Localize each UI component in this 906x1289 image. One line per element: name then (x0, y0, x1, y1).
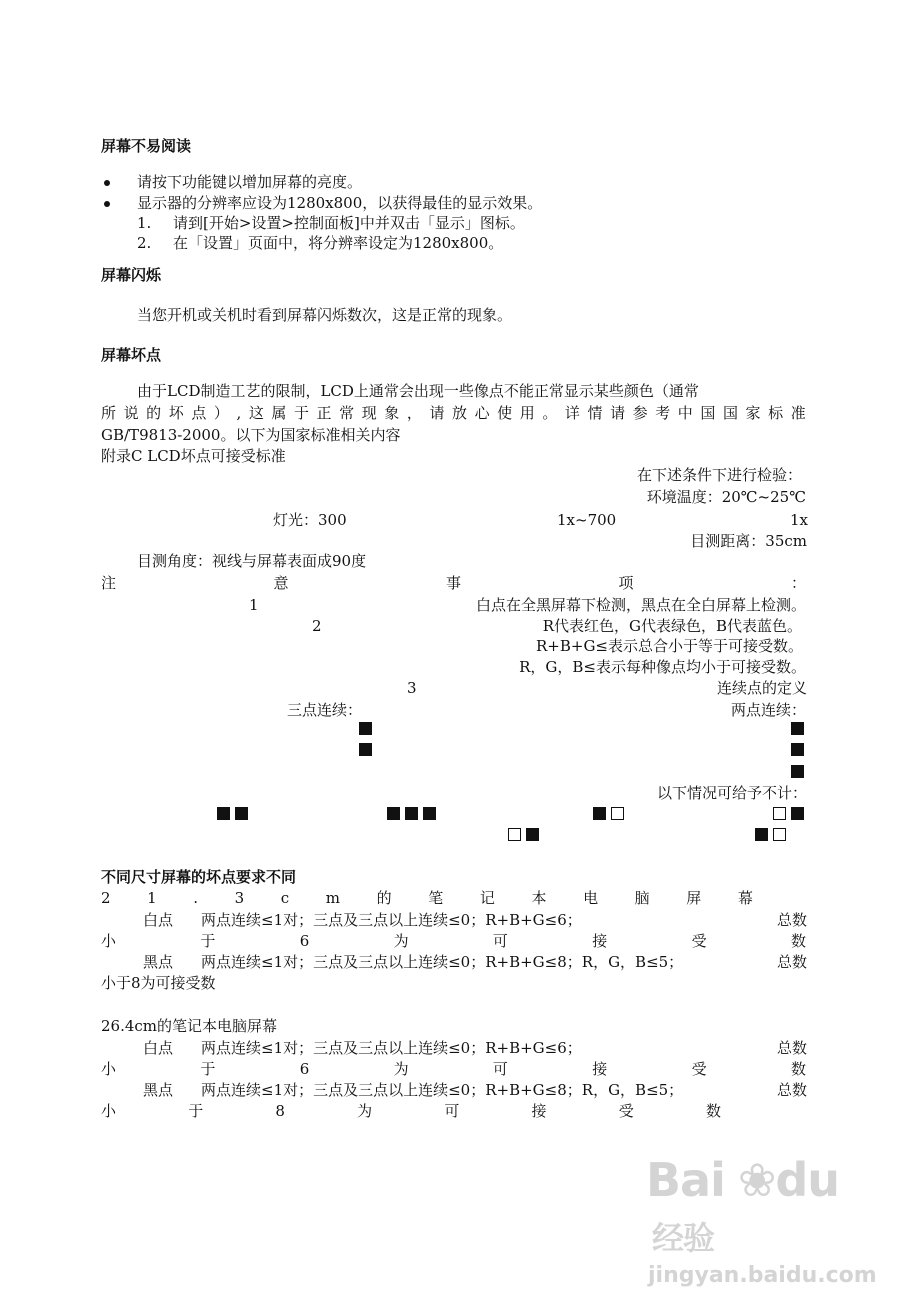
black-pixel-icon (526, 828, 539, 841)
notes-heading: 注 意 事 项 ： (101, 574, 806, 592)
size-heading-26-4cm: 26.4cm的笔记本电脑屏幕 (101, 1017, 278, 1035)
black-point-rule: 两点连续≤1对；三点及三点以上连续≤0；R+B+G≤8；R，G，B≤5； (201, 1081, 684, 1099)
black-pixel-icon (387, 807, 400, 820)
not-counted-label: 以下情况可给予不计： (656, 784, 807, 802)
black-pixel-icon (791, 765, 804, 778)
two-points-label: 两点连续： (730, 701, 806, 719)
white-pixel-icon (773, 807, 786, 820)
black-pixel-icon (217, 807, 230, 820)
step-text: 请到[开始>设置>控制面板]中并双击「显示」图标。 (173, 214, 525, 232)
note-text: 白点在全黑屏幕下检测，黑点在全白屏幕上检测。 (475, 596, 806, 614)
light-label: 灯光：300 (273, 511, 347, 529)
size-heading-21-3cm: 2 1 . 3 c m 的 笔 记 本 电 脑 屏 幕 (101, 889, 753, 907)
body-paragraph: 当您开机或关机时看到屏幕闪烁数次，这是正常的现象。 (137, 306, 513, 324)
note-number: 3 (407, 679, 417, 697)
paw-icon: ❀ (737, 1153, 776, 1207)
note-text: R代表红色，G代表绿色，B代表蓝色。 (542, 617, 802, 635)
light-unit: 1x (790, 511, 809, 529)
body-paragraph-justified: 所 说 的 坏 点 ） , 这 属 于 正 常 现 象 ， 请 放 心 使 用 。 详 情 请 参 考 中 国 国 家 标 准 (101, 404, 806, 422)
white-point-rule: 两点连续≤1对；三点及三点以上连续≤0；R+B+G≤6； (201, 911, 582, 929)
three-points-label: 三点连续： (287, 701, 363, 719)
black-pixel-icon (359, 722, 372, 735)
note-text: R，G，B≤表示每种像点均小于可接受数。 (519, 658, 806, 676)
note-number: 2 (312, 617, 322, 635)
black-pixel-icon (791, 743, 804, 756)
total-label: 总数 (776, 953, 807, 971)
bullet-icon (104, 201, 110, 207)
black-point-rule: 两点连续≤1对；三点及三点以上连续≤0；R+B+G≤8；R，G，B≤5； (201, 953, 684, 971)
black-acceptance-line: 小 于 8 为 可 接 受 数 (101, 1102, 721, 1120)
light-range: 1x~700 (557, 511, 617, 529)
distance-line: 目测距离：35cm (690, 532, 807, 550)
section-title-size-requirements: 不同尺寸屏幕的坏点要求不同 (101, 868, 297, 886)
temperature-line: 环境温度：20℃~25℃ (646, 488, 806, 506)
black-point-label: 黑点 (143, 1081, 174, 1099)
bullet-icon (104, 180, 110, 186)
total-label: 总数 (776, 1081, 807, 1099)
angle-line: 目测角度：视线与屏幕表面成90度 (137, 552, 367, 570)
black-pixel-icon (593, 807, 606, 820)
white-acceptance-line: 小 于 6 为 可 接 受 数 (101, 1060, 806, 1078)
note-number: 1 (249, 596, 259, 614)
white-point-label: 白点 (143, 1039, 174, 1057)
black-pixel-icon (359, 743, 372, 756)
watermark-url: jingyan.baidu.com (648, 1263, 877, 1288)
section-title-dead-pixels: 屏幕坏点 (101, 346, 162, 364)
step-number: 2. (137, 234, 152, 252)
black-point-label: 黑点 (143, 953, 174, 971)
total-label: 总数 (776, 1039, 807, 1057)
note-text: 连续点的定义 (716, 679, 807, 697)
white-pixel-icon (508, 828, 521, 841)
note-text: R+B+G≤表示总合小于等于可接受数。 (535, 637, 803, 655)
black-pixel-icon (423, 807, 436, 820)
white-point-label: 白点 (143, 911, 174, 929)
white-acceptance-line: 小 于 6 为 可 接 受 数 (101, 932, 806, 950)
bullet-item: 显示器的分辨率应设为1280x800，以获得最佳的显示效果。 (137, 194, 543, 212)
black-pixel-icon (755, 828, 768, 841)
section-title-screen-flicker: 屏幕闪烁 (101, 266, 162, 284)
conditions-line: 在下述条件下进行检验： (636, 466, 802, 484)
body-paragraph: GB/T9813-2000。以下为国家标准相关内容 (101, 426, 401, 444)
appendix-title: 附录C LCD坏点可接受标准 (101, 447, 286, 465)
black-acceptance-line: 小于8为可接受数 (101, 974, 216, 992)
black-pixel-icon (791, 722, 804, 735)
step-number: 1. (137, 214, 152, 232)
black-pixel-icon (791, 807, 804, 820)
bullet-item: 请按下功能键以增加屏幕的亮度。 (137, 173, 363, 191)
white-point-rule: 两点连续≤1对；三点及三点以上连续≤0；R+B+G≤6； (201, 1039, 582, 1057)
black-pixel-icon (235, 807, 248, 820)
body-paragraph: 由于LCD制造工艺的限制，LCD上通常会出现一些像点不能正常显示某些颜色（通常 (137, 382, 699, 400)
step-text: 在「设置」页面中，将分辨率设定为1280x800。 (173, 234, 504, 252)
white-pixel-icon (773, 828, 786, 841)
baidu-logo: Bai ❀du经验 (646, 1153, 840, 1257)
white-pixel-icon (611, 807, 624, 820)
total-label: 总数 (776, 911, 807, 929)
section-title-screen-hard-to-read: 屏幕不易阅读 (101, 137, 192, 155)
black-pixel-icon (405, 807, 418, 820)
baidu-jingyan-watermark (646, 1153, 877, 1288)
